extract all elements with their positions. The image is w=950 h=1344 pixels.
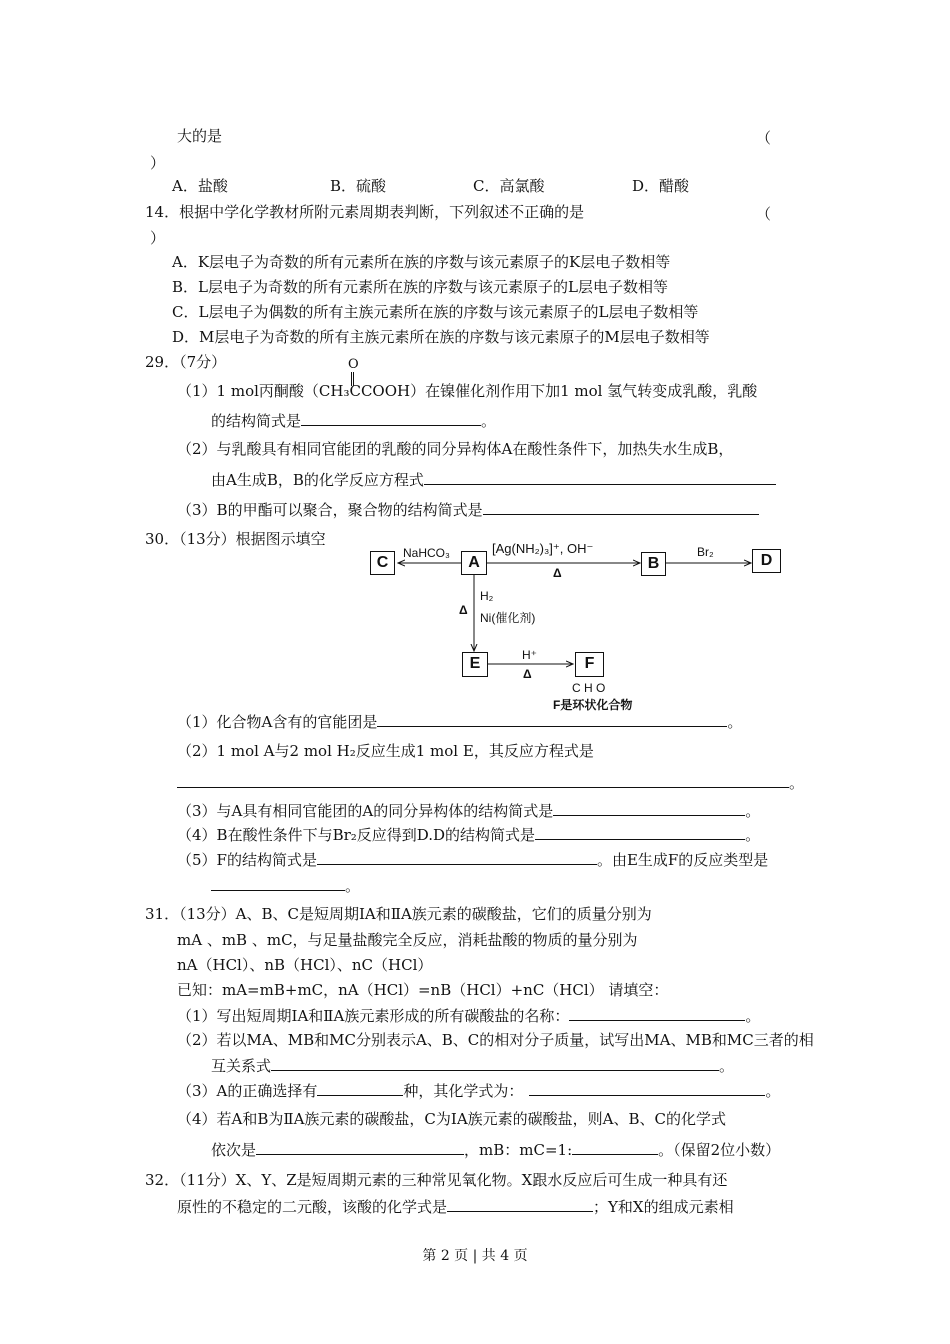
period: 。: [719, 1057, 735, 1075]
q29-heading: 29．（7分）: [145, 353, 227, 371]
q30-answer-blank-3[interactable]: [553, 801, 745, 816]
period: 。: [745, 802, 761, 820]
q31-answer-blank-3[interactable]: [317, 1081, 403, 1096]
q31-part4-line1: （4）若A和B为ⅡA族元素的碳酸盐，C为ⅠA族元素的碳酸盐，则A、B、C的化学式: [177, 1110, 726, 1128]
q30-part3-prompt: （3）与A具有相同官能团的A的同分异构体的结构简式是: [177, 802, 554, 820]
q32-prompt-2: ；Y和X的组成元素相: [593, 1198, 734, 1216]
q31-part4-line2: [211, 1140, 780, 1159]
q30-answer-blank-6[interactable]: [211, 876, 345, 891]
q14-paren-open: （: [756, 205, 772, 223]
q31-line1: 31．（13分）A、B、C是短周期ⅠA和ⅡA族元素的碳酸盐，它们的质量分别为: [145, 905, 652, 923]
label-h-plus: H⁺: [522, 648, 537, 662]
q13-option-d: D．醋酸: [632, 177, 690, 195]
period: 。: [727, 713, 743, 731]
q31-part2-line1: （2）若以MA、MB和MC分别表示A、B、C的相对分子质量，试写出MA、MB和MC三者的相: [177, 1031, 814, 1049]
q30-part4-prompt: （4）B在酸性条件下与Br₂反应得到D.D的结构简式是: [177, 826, 536, 844]
q31-answer-blank-4[interactable]: [529, 1081, 765, 1096]
q32-line1: 32．（11分）X、Y、Z是短周期元素的三种常见氧化物。X跟水反应后可生成一种具有还: [145, 1171, 728, 1189]
q31-answer-blank-5[interactable]: [256, 1140, 464, 1155]
q30-part3-line: [177, 801, 760, 820]
period: 。: [789, 774, 805, 792]
q30-answer-blank-4[interactable]: [535, 825, 745, 840]
q32-answer-blank-1[interactable]: [447, 1197, 593, 1212]
carbonyl-oxygen: O: [348, 357, 359, 372]
q14-option-d: D．M层电子为奇数的所有主族元素所在族的序数与该元素原子的M层电子数相等: [172, 328, 710, 346]
node-d: D: [752, 549, 781, 573]
q30-part5-line: [177, 850, 768, 869]
period: 。: [345, 877, 361, 895]
q13-paren-close: ）: [150, 154, 166, 172]
period: 。: [481, 412, 497, 430]
node-a: A: [461, 551, 487, 575]
q29-part2-prompt: 由A生成B，B的化学反应方程式: [211, 471, 424, 489]
q13-paren-open: （: [756, 129, 772, 147]
period: 。: [745, 1007, 761, 1025]
label-ni-catalyst: Ni(催化剂): [480, 611, 536, 625]
q29-part3-prompt: （3）B的甲酯可以聚合，聚合物的结构简式是: [177, 501, 483, 519]
node-e: E: [462, 652, 488, 677]
period: 。: [765, 1082, 781, 1100]
q13-option-c: C．高氯酸: [473, 177, 545, 195]
q29-part1-line1: （1）1 mol丙酮酸（CH₃CCOOH）在镍催化剂作用下加1 mol 氢气转变成乳酸，乳酸: [177, 382, 758, 400]
q31-part2-prompt: 互关系式: [211, 1057, 272, 1075]
q30-answer-blank-1[interactable]: [377, 712, 727, 727]
q30-part5-prompt: （5）F的结构简式是: [177, 851, 317, 869]
node-c: C: [370, 551, 395, 575]
q30-part5-line2: [211, 876, 360, 895]
q14-paren-close: ）: [150, 229, 166, 247]
q31-part3-line: [177, 1081, 780, 1100]
q31-part3-prompt-2: 种，其化学式为：: [403, 1082, 524, 1100]
q29-part2-line1: （2）与乳酸具有相同官能团的乳酸的同分异构体A在酸性条件下，加热失水生成B，: [177, 440, 734, 458]
q14-option-b: B．L层电子为奇数的所有元素所在族的序数与该元素原子的L层电子数相等: [172, 278, 668, 296]
q30-part1-prompt: （1）化合物A含有的官能团是: [177, 713, 378, 731]
node-f: F: [575, 652, 604, 677]
q32-line2: [177, 1197, 734, 1216]
q31-part2-line2: [211, 1056, 734, 1075]
q31-ratio-prompt: ，mB：mC=1:: [464, 1141, 573, 1159]
heat-delta-ef: Δ: [523, 667, 532, 681]
q14-option-c: C．L层电子为偶数的所有主族元素所在族的序数与该元素原子的L层电子数相等: [172, 303, 699, 321]
page-footer: 第 2 页 | 共 4 页: [422, 1248, 528, 1264]
heat-delta-ab: Δ: [553, 566, 562, 580]
q31-part1-line: [177, 1006, 760, 1025]
q31-answer-blank-1[interactable]: [569, 1006, 745, 1021]
q31-part4-prompt: 依次是: [211, 1141, 257, 1159]
q31-line3: nA（HCl）、nB（HCl）、nC（HCl）: [177, 956, 433, 974]
heat-delta-ae: Δ: [459, 603, 468, 617]
q13-option-a: A．盐酸: [172, 177, 228, 195]
q31-answer-blank-6[interactable]: [572, 1140, 658, 1155]
q13-line: 大的是: [177, 127, 223, 145]
q30-part2-line: （2）1 mol A与2 mol H₂反应生成1 mol E，其反应方程式是: [177, 742, 594, 760]
label-br2: Br₂: [697, 545, 714, 559]
q30-part4-line: [177, 825, 760, 844]
q30-answer-blank-5[interactable]: [317, 850, 597, 865]
q30-answer-blank-2[interactable]: [177, 773, 789, 788]
q30-part1-line: [177, 712, 742, 731]
period: 。: [745, 826, 761, 844]
q30-part2-answer-line: [177, 773, 804, 792]
q13-option-b: B．硫酸: [330, 177, 387, 195]
q29-part1-prompt: 的结构简式是: [211, 412, 302, 430]
label-h2: H₂: [480, 589, 494, 603]
q31-answer-blank-2[interactable]: [271, 1056, 719, 1071]
q30-part5-prompt-2: 。由E生成F的反应类型是: [596, 851, 769, 869]
q14-stem: 14．根据中学化学教材所附元素周期表判断，下列叙述不正确的是: [145, 203, 585, 221]
label-f-cyclic-note: F是环状化合物: [553, 698, 633, 712]
q30-heading: 30．（13分）根据图示填空: [145, 530, 326, 548]
q31-line2: mA 、mB 、mC，与足量盐酸完全反应，消耗盐酸的物质的量分别为: [177, 931, 638, 949]
node-b: B: [641, 552, 666, 576]
q32-prompt: 原性的不稳定的二元酸，该酸的化学式是: [177, 1198, 448, 1216]
q14-option-a: A．K层电子为奇数的所有元素所在族的序数与该元素原子的K层电子数相等: [172, 253, 671, 271]
label-nahco3: NaHCO₃: [403, 546, 450, 560]
q31-part1-prompt: （1）写出短周期ⅠA和ⅡA族元素形成的所有碳酸盐的名称：: [177, 1007, 570, 1025]
q31-precision-note: 。（保留2位小数）: [658, 1141, 781, 1159]
q31-part3-prompt: （3）A的正确选择有: [177, 1082, 318, 1100]
q31-given: 已知：mA=mB+mC，nA（HCl）=nB（HCl）+nC（HCl） 请填空：: [177, 981, 669, 999]
label-silver-complex: [Ag(NH₂)₃]⁺, OH⁻: [492, 541, 594, 556]
label-f-formula: C H O: [572, 681, 606, 695]
